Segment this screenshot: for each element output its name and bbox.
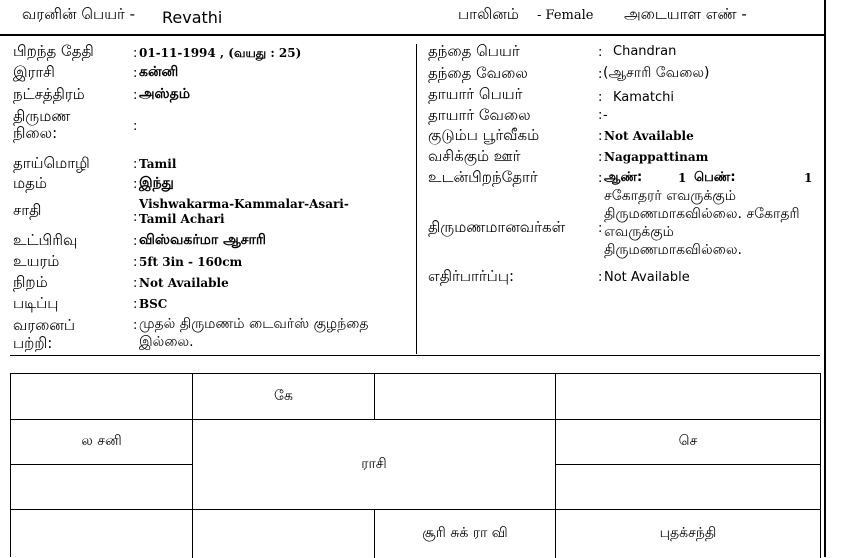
mother-job-sep: : <box>598 108 603 123</box>
header-divider <box>0 34 826 36</box>
siblings-sep: : <box>598 171 603 186</box>
chart-cell-r3c2: சூரி சுக் ரா வி <box>375 510 556 558</box>
father-job-label: தந்தை வேலை <box>428 64 528 82</box>
mother-tongue-sep: : <box>133 157 138 172</box>
chart-cell-r3c0 <box>11 510 193 558</box>
subcaste-value: விஸ்வகர்மா ஆசாரி <box>139 232 266 248</box>
chart-center: ராசி <box>193 420 556 510</box>
about-value: முதல் திருமணம் டைவர்ஸ் குழந்தை இல்லை. <box>139 316 369 350</box>
expectation-sep: : <box>598 270 603 285</box>
complexion-label: நிறம் <box>13 273 48 291</box>
residence-label: வசிக்கும் ஊர் <box>428 147 521 165</box>
mother-tongue-label: தாய்மொழி <box>13 154 90 172</box>
siblings-male-label: ஆண்: <box>604 170 643 185</box>
id-label: அடையாள எண் - <box>624 5 747 23</box>
name-label: வரனின் பெயர் - <box>22 5 136 23</box>
gender-value: - Female <box>537 8 594 23</box>
siblings-female-label: பெண்: <box>694 170 736 185</box>
rasi-value: கன்னி <box>139 64 179 80</box>
marital-sep: : <box>133 119 138 134</box>
siblings-female-count: 1 <box>804 171 813 185</box>
father-job-sep: : <box>598 67 603 82</box>
chart-cell-r1c0: ல சனி <box>11 420 193 465</box>
complexion-value: Not Available <box>139 276 229 290</box>
residence-sep: : <box>598 150 603 165</box>
chart-cell-r2c0 <box>11 465 193 510</box>
complexion-sep: : <box>133 276 138 291</box>
mother-tongue-value: Tamil <box>139 157 177 171</box>
marital-label: திருமண நிலை: <box>13 107 71 142</box>
height-value: 5ft 3in - 160cm <box>139 255 243 269</box>
chart-cell-r3c1 <box>193 510 375 558</box>
family-origin-value: Not Available <box>604 129 694 143</box>
education-label: படிப்பு <box>13 294 59 312</box>
expectation-value: Not Available <box>604 270 690 285</box>
gender-label: பாலினம் <box>458 5 519 23</box>
married-siblings-label: திருமணமானவர்கள் <box>428 218 566 236</box>
religion-sep: : <box>133 177 138 192</box>
mother-name-value: Kamatchi <box>613 90 674 105</box>
mother-job-value: - <box>603 108 608 123</box>
subcaste-sep: : <box>133 234 138 249</box>
father-name-label: தந்தை பெயர் <box>428 42 520 60</box>
residence-value: Nagappattinam <box>604 150 709 164</box>
mother-job-label: தாயார் வேலை <box>428 106 531 124</box>
expectation-label: எதிர்பார்ப்பு: <box>428 267 515 285</box>
height-sep: : <box>133 255 138 270</box>
about-label: வரனைப் பற்றி: <box>13 316 76 352</box>
dob-sep: : <box>133 46 138 61</box>
family-origin-sep: : <box>598 129 603 144</box>
religion-label: மதம் <box>13 174 47 192</box>
chart-cell-r1c3: செ <box>556 420 821 465</box>
caste-label: சாதி <box>13 201 42 219</box>
siblings-male-count: 1 <box>678 171 687 185</box>
family-origin-label: குடும்ப பூர்வீகம் <box>428 126 540 144</box>
chart-cell-r0c0 <box>11 374 193 420</box>
star-value: அஸ்தம் <box>139 86 190 102</box>
name-value: Revathi <box>162 8 223 27</box>
father-job-value: (ஆசாரி வேலை) <box>603 65 710 81</box>
section-divider <box>10 355 820 356</box>
education-value: BSC <box>139 297 168 311</box>
religion-value: இந்து <box>139 175 174 191</box>
rasi-chart <box>10 373 821 557</box>
father-name-value: Chandran <box>613 44 677 59</box>
star-label: நட்சத்திரம் <box>13 85 85 103</box>
married-siblings-value: சகோதரர் எவருக்கும் திருமணமாகவில்லை. சகோதரி எவருக்கும் திருமணமாகவில்லை. <box>604 188 800 258</box>
chart-cell-r3c3: புதக்சந்தி <box>556 510 821 558</box>
dob-value: 01-11-1994 , (வயது : 25) <box>139 46 302 60</box>
father-name-sep: : <box>598 45 603 60</box>
dob-label: பிறந்த தேதி <box>13 42 94 60</box>
column-divider <box>416 44 417 354</box>
married-siblings-sep: : <box>598 221 603 236</box>
subcaste-label: உட்பிரிவு <box>13 231 78 249</box>
height-label: உயரம் <box>13 252 60 270</box>
education-sep: : <box>133 297 138 312</box>
siblings-label: உடன்பிறந்தோர் <box>428 168 538 186</box>
star-sep: : <box>133 88 138 103</box>
chart-cell-r0c1: கே <box>193 374 375 420</box>
caste-sep: : <box>133 210 138 225</box>
about-sep: : <box>133 318 138 333</box>
mother-name-label: தாயார் பெயர் <box>428 85 523 103</box>
rasi-sep: : <box>133 66 138 81</box>
chart-cell-r0c2 <box>375 374 556 420</box>
caste-value: Vishwakarma-Kammalar-Asari-Tamil Achari <box>139 197 349 226</box>
rasi-label: இராசி <box>13 63 55 81</box>
chart-cell-r2c3 <box>556 465 821 510</box>
mother-name-sep: : <box>598 90 603 105</box>
chart-cell-r0c3 <box>556 374 821 420</box>
